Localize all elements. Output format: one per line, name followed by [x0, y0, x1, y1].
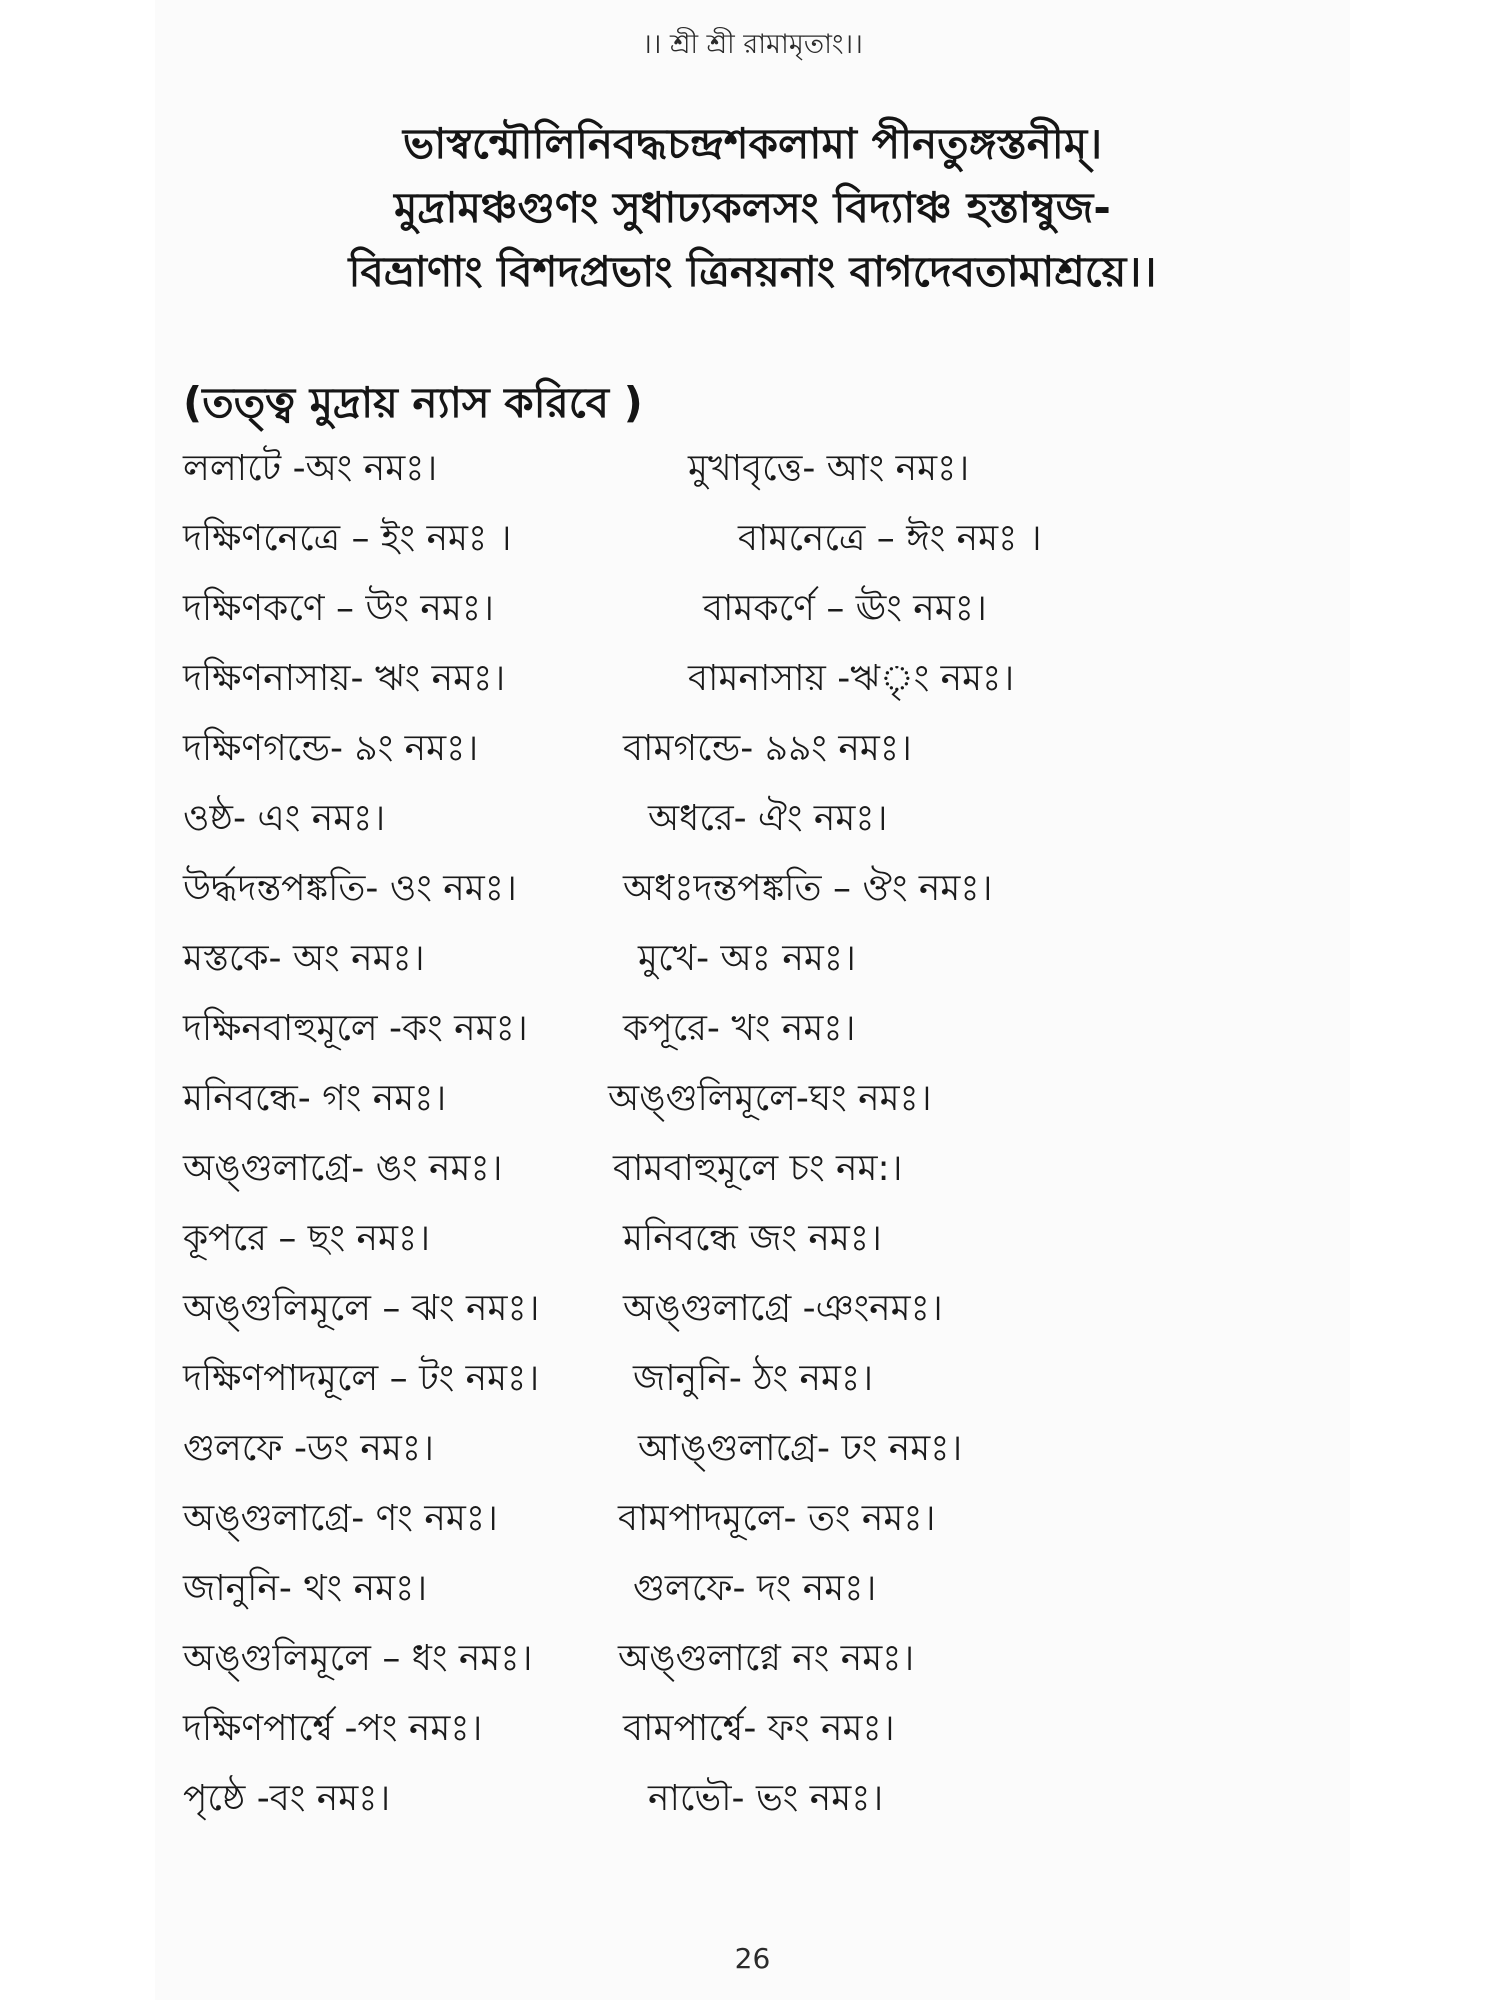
nyasa-row: [183, 1348, 1323, 1418]
nyasa-row: [183, 1698, 1323, 1768]
nyasa-row: [183, 718, 1323, 788]
nyasa-left-entry: দক্ষিণপার্শ্বে -পং নমঃ।: [183, 1708, 483, 1749]
nyasa-right-entry: কপূরে- খং নমঃ।: [623, 1008, 856, 1049]
nyasa-left-entry: মনিবন্ধে- গং নমঃ।: [183, 1078, 447, 1119]
verse-line-1: ভাস্বন্মৌলিনিবদ্ধচন্দ্রশকলামা পীনতুঙ্গস্তনীম্।: [402, 119, 1103, 168]
nyasa-left-entry: পৃষ্ঠে -বং নমঃ।: [183, 1778, 391, 1819]
nyasa-right-entry: বামবাহুমূলে চং নম:।: [613, 1148, 903, 1189]
nyasa-right-entry: মনিবন্ধে জং নমঃ।: [623, 1218, 882, 1259]
nyasa-row: [183, 1068, 1323, 1138]
nyasa-right-entry: আঙ্গুলাগ্রে- ঢং নমঃ।: [638, 1428, 963, 1469]
nyasa-row: [183, 438, 1323, 508]
nyasa-left-entry: মস্তকে- অং নমঃ।: [183, 938, 425, 979]
nyasa-right-entry: নাভৌ- ভং নমঃ।: [648, 1778, 884, 1819]
nyasa-right-entry: অধরে- ঐং নমঃ।: [648, 798, 888, 839]
nyasa-row: [183, 1768, 1323, 1838]
verse-line-2: মুদ্রামঞ্চগুণং সুধাঢ্যকলসং বিদ্যাঞ্চ হস্তাম্বুজ-: [394, 183, 1111, 232]
nyasa-row: [183, 1628, 1323, 1698]
nyasa-row: [183, 1138, 1323, 1208]
nyasa-left-entry: উর্দ্ধদন্তপঙ্কতি- ওং নমঃ।: [183, 868, 517, 909]
nyasa-left-entry: অঙ্গুলিমূলে – ধং নমঃ।: [183, 1638, 533, 1679]
nyasa-left-entry: দক্ষিণনেত্রে – ইং নমঃ ।: [183, 518, 512, 559]
nyasa-right-entry: বামগন্ডে- ৯৯ং নমঃ।: [623, 728, 912, 769]
nyasa-left-entry: দক্ষিণনাসায়- ঋং নমঃ।: [183, 658, 506, 699]
nyasa-right-entry: অঙ্গুলাগ্রে -ঞংনমঃ।: [623, 1288, 943, 1329]
verse-block: [155, 112, 1350, 304]
verse-line-3: বিভ্রাণাং বিশদপ্রভাং ত্রিনয়নাং বাগদেবতামাশ্রয়ে।।: [348, 247, 1157, 296]
nyasa-left-entry: গুলফে -ডং নমঃ।: [183, 1428, 434, 1469]
nyasa-right-entry: গুলফে- দং নমঃ।: [633, 1568, 877, 1609]
nyasa-left-entry: দক্ষিনবাহুমূলে -কং নমঃ।: [183, 1008, 528, 1049]
nyasa-right-entry: বামকর্ণে – ঊং নমঃ।: [703, 588, 987, 629]
nyasa-list: [183, 438, 1323, 1838]
nyasa-left-entry: দক্ষিণপাদমূলে – টং নমঃ।: [183, 1358, 540, 1399]
nyasa-right-entry: অঙ্গুলিমূলে-ঘং নমঃ।: [608, 1078, 932, 1119]
nyasa-left-entry: দক্ষিণকণে – উং নমঃ।: [183, 588, 494, 629]
nyasa-row: [183, 858, 1323, 928]
nyasa-left-entry: কূপরে – ছং নমঃ।: [183, 1218, 431, 1259]
nyasa-row: [183, 648, 1323, 718]
nyasa-row: [183, 1278, 1323, 1348]
nyasa-right-entry: বামনাসায় -ঋৃং নমঃ।: [688, 658, 1015, 699]
nyasa-right-entry: জানুনি- ঠং নমঃ।: [633, 1358, 874, 1399]
nyasa-row: [183, 578, 1323, 648]
nyasa-row: [183, 1418, 1323, 1488]
nyasa-right-entry: বামপাদমূলে- তং নমঃ।: [618, 1498, 936, 1539]
nyasa-row: [183, 928, 1323, 998]
instruction-heading: (তত্ত্ব মুদ্রায় ন্যাস করিবে ): [183, 378, 643, 427]
nyasa-left-entry: অঙ্গুলিমূলে – ঝং নমঃ।: [183, 1288, 540, 1329]
running-head: ।। শ্রী শ্রী রামামৃতাং।।: [642, 29, 863, 60]
nyasa-left-entry: ললাটে -অং নমঃ।: [183, 448, 438, 489]
nyasa-right-entry: অঙ্গুলাগ্নে নং নমঃ।: [618, 1638, 915, 1679]
nyasa-right-entry: বামনেত্রে – ঈং নমঃ ।: [738, 518, 1042, 559]
nyasa-row: [183, 1558, 1323, 1628]
nyasa-row: [183, 1488, 1323, 1558]
book-page: [155, 0, 1350, 2000]
nyasa-right-entry: অধঃদন্তপঙ্কতি – ঔং নমঃ।: [623, 868, 993, 909]
nyasa-left-entry: ওষ্ঠ- এং নমঃ।: [183, 798, 386, 839]
nyasa-row: [183, 788, 1323, 858]
nyasa-left-entry: দক্ষিণগন্ডে- ৯ং নমঃ।: [183, 728, 479, 769]
nyasa-right-entry: মুখে- অঃ নমঃ।: [638, 938, 856, 979]
nyasa-row: [183, 998, 1323, 1068]
nyasa-left-entry: অঙ্গুলাগ্রে- ঙং নমঃ।: [183, 1148, 503, 1189]
nyasa-right-entry: বামপার্শ্বে- ফং নমঃ।: [623, 1708, 895, 1749]
nyasa-left-entry: অঙ্গুলাগ্রে- ণং নমঃ।: [183, 1498, 498, 1539]
page-number: 26: [734, 1942, 771, 1975]
nyasa-row: [183, 1208, 1323, 1278]
nyasa-right-entry: মুখাবৃত্তে- আং নমঃ।: [688, 448, 970, 489]
nyasa-row: [183, 508, 1323, 578]
nyasa-left-entry: জানুনি- থং নমঃ।: [183, 1568, 428, 1609]
